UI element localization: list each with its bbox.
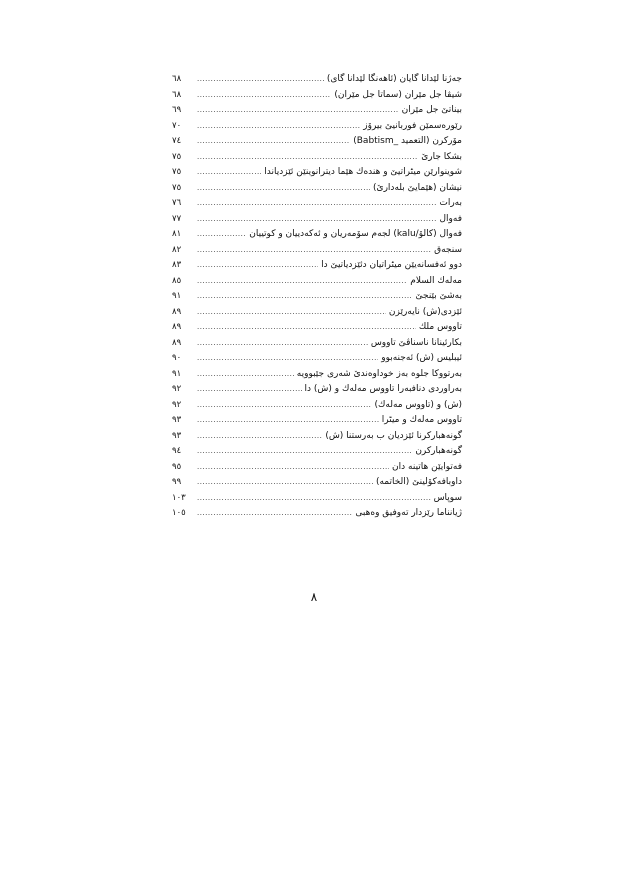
toc-entry-page: ٨٥ [172,275,182,286]
toc-dot-leader [197,212,436,228]
toc-entry-page: ٧٥ [172,182,182,193]
toc-entry [172,506,462,522]
toc-entry-title: داوبافەکۆلینێ (الخاتمە) [375,477,462,487]
toc-dot-leader [197,165,261,181]
toc-dot-leader [197,103,399,119]
toc-dot-leader [197,367,294,383]
toc-entry-page: ٩٥ [172,461,182,472]
toc-dot-leader [197,243,431,259]
toc-entry [172,460,462,476]
toc-dot-leader [197,320,416,336]
toc-entry-page: ٧٥ [172,151,182,162]
toc-entry-page: ٦٨ [172,89,182,100]
toc-entry [172,429,462,445]
toc-dot-leader [197,119,360,135]
toc-entry [172,243,462,259]
toc-entry-title: بەراوردی دنافبەرا تاووس مەلەك و (ش) دا [304,384,462,394]
toc-entry [172,475,462,491]
toc-entry-page: ٨٣ [172,260,182,270]
toc-entry-title: سنجەق [434,244,462,255]
toc-entry-title: گونەھبارکرنا ئێزدیان ب بەرستنا (ش) [325,430,462,441]
toc-entry-title: بەرتووکا جلوە بەز خوداوەندێ شەری جێبوویە [296,368,462,379]
toc-entry-title: تاووس مەلەك و میٹرا [381,415,462,425]
toc-dot-leader [197,398,371,414]
toc-dot-leader [197,258,318,274]
toc-entry [172,398,462,414]
toc-entry-page: ٩٠ [172,353,182,363]
toc-entry-page: ١٠٥ [172,508,186,518]
toc-entry-page: ١٠٣ [172,492,186,503]
toc-entry [172,320,462,336]
toc-entry-page: ٩٢ [172,384,182,394]
toc-entry-page: ٩٤ [172,446,182,456]
toc-entry [172,289,462,305]
toc-entry-title: فەتوایێن ھاتینە دان [392,461,462,472]
toc-entry-title: بشکا جارێ [421,151,462,162]
toc-dot-leader [197,444,412,460]
page-number: ٨ [310,590,318,604]
toc-entry-title: نیشان (ھێمایێ بلەدارێ) [373,182,462,193]
toc-dot-leader [197,88,331,104]
toc-entry-title: شوینوارێن میٹراتیێ و ھندەك ھێما دیترانوینێن ئێزدیاندا [264,167,462,177]
toc-entry-title: رێورەسمێن فوربانیێ بیرۆز [363,120,462,131]
toc-entry [172,227,462,243]
toc-entry-page: ٨٩ [172,322,182,332]
toc-entry-page: ٨٢ [172,244,182,255]
toc-entry-page: ٩١ [172,291,182,301]
toc-entry-page: ٨٩ [172,337,182,348]
toc-entry [172,351,462,367]
toc-entry [172,212,462,228]
toc-dot-leader [197,134,350,150]
toc-dot-leader [197,72,324,88]
toc-dot-leader [197,196,436,212]
toc-entry-title: ئیبلیس (ش) ئەجنەبوو [381,353,462,363]
table-of-contents [172,72,462,522]
toc-entry [172,444,462,460]
toc-entry [172,196,462,212]
toc-entry-title: شیڤا جل مێران (سماتا جل مێران) [334,89,462,100]
toc-dot-leader [197,336,368,352]
toc-entry [172,258,462,274]
toc-entry-title: بکارئینانا ناسناڤێ تاووس [370,337,462,348]
toc-entry-title: سوپاس [433,492,462,503]
toc-entry-page: ٧٤ [172,136,182,146]
toc-entry [172,72,462,88]
toc-entry [172,165,462,181]
toc-entry [172,305,462,321]
toc-entry-title: گونەھبارکرن [415,446,462,456]
toc-dot-leader [197,274,407,290]
toc-entry [172,382,462,398]
toc-entry [172,413,462,429]
toc-entry-title: تاووس ملك [418,322,462,332]
toc-entry [172,103,462,119]
toc-entry-title: بەرات [439,198,462,208]
toc-entry-page: ٧٦ [172,198,182,208]
toc-entry-page: ٧٧ [172,213,182,224]
toc-entry [172,336,462,352]
toc-dot-leader [197,413,379,429]
toc-entry-page: ٩٣ [172,415,182,425]
toc-entry-page: ٧٥ [172,167,182,177]
toc-entry [172,88,462,104]
toc-dot-leader [197,460,389,476]
toc-entry-title: (ش) و (تاووس مەلەك) [374,399,462,410]
toc-entry-title: مەلەك السلام [410,275,462,286]
toc-entry [172,119,462,135]
toc-entry-title: مۆرکرن (التعمید _Babtism) [353,136,462,146]
toc-dot-leader [197,305,386,321]
toc-entry-page: ٧٠ [172,120,182,131]
toc-dot-leader [197,289,413,305]
toc-dot-leader [197,150,418,166]
toc-entry-title: بیناتێ جل مێران [401,105,462,115]
toc-entry [172,274,462,290]
toc-dot-leader [197,475,373,491]
toc-entry-title: بەشێ بێنجێ [415,291,462,301]
toc-entry-title: فەوال (کالۆ/kalu) لجەم سۆمەریان و ئەکەدییان و کوتییان [249,229,462,239]
toc-entry [172,491,462,507]
toc-entry-page: ٦٨ [172,74,182,84]
toc-entry-title: ئێزدی(ش) نایەرێزن [388,306,462,317]
toc-entry [172,181,462,197]
toc-entry [172,150,462,166]
toc-entry-page: ٨٩ [172,306,182,317]
toc-entry-title: ژیانناما رێزدار تەوفیق وەھبی [355,508,462,518]
toc-entry-title: فەوال [439,213,462,224]
toc-entry [172,367,462,383]
toc-dot-leader [197,429,322,445]
toc-dot-leader [197,491,431,507]
toc-dot-leader [197,227,246,243]
toc-entry [172,134,462,150]
toc-dot-leader [197,506,352,522]
toc-dot-leader [197,351,378,367]
toc-entry-title: جەژنا لێدانا گایان (ئاھەنگا لێدانا گای) [326,74,462,84]
toc-entry-title: دوو ئەفسانەیێن میٹراتیان دئێزدیاتیێ دا [321,260,462,270]
toc-entry-page: ٩٣ [172,430,182,441]
toc-dot-leader [197,382,302,398]
toc-entry-page: ٨١ [172,229,182,239]
toc-dot-leader [197,181,370,197]
toc-entry-page: ٩١ [172,368,182,379]
toc-entry-page: ٩٩ [172,477,182,487]
toc-entry-page: ٦٩ [172,105,182,115]
toc-entry-page: ٩٢ [172,399,182,410]
